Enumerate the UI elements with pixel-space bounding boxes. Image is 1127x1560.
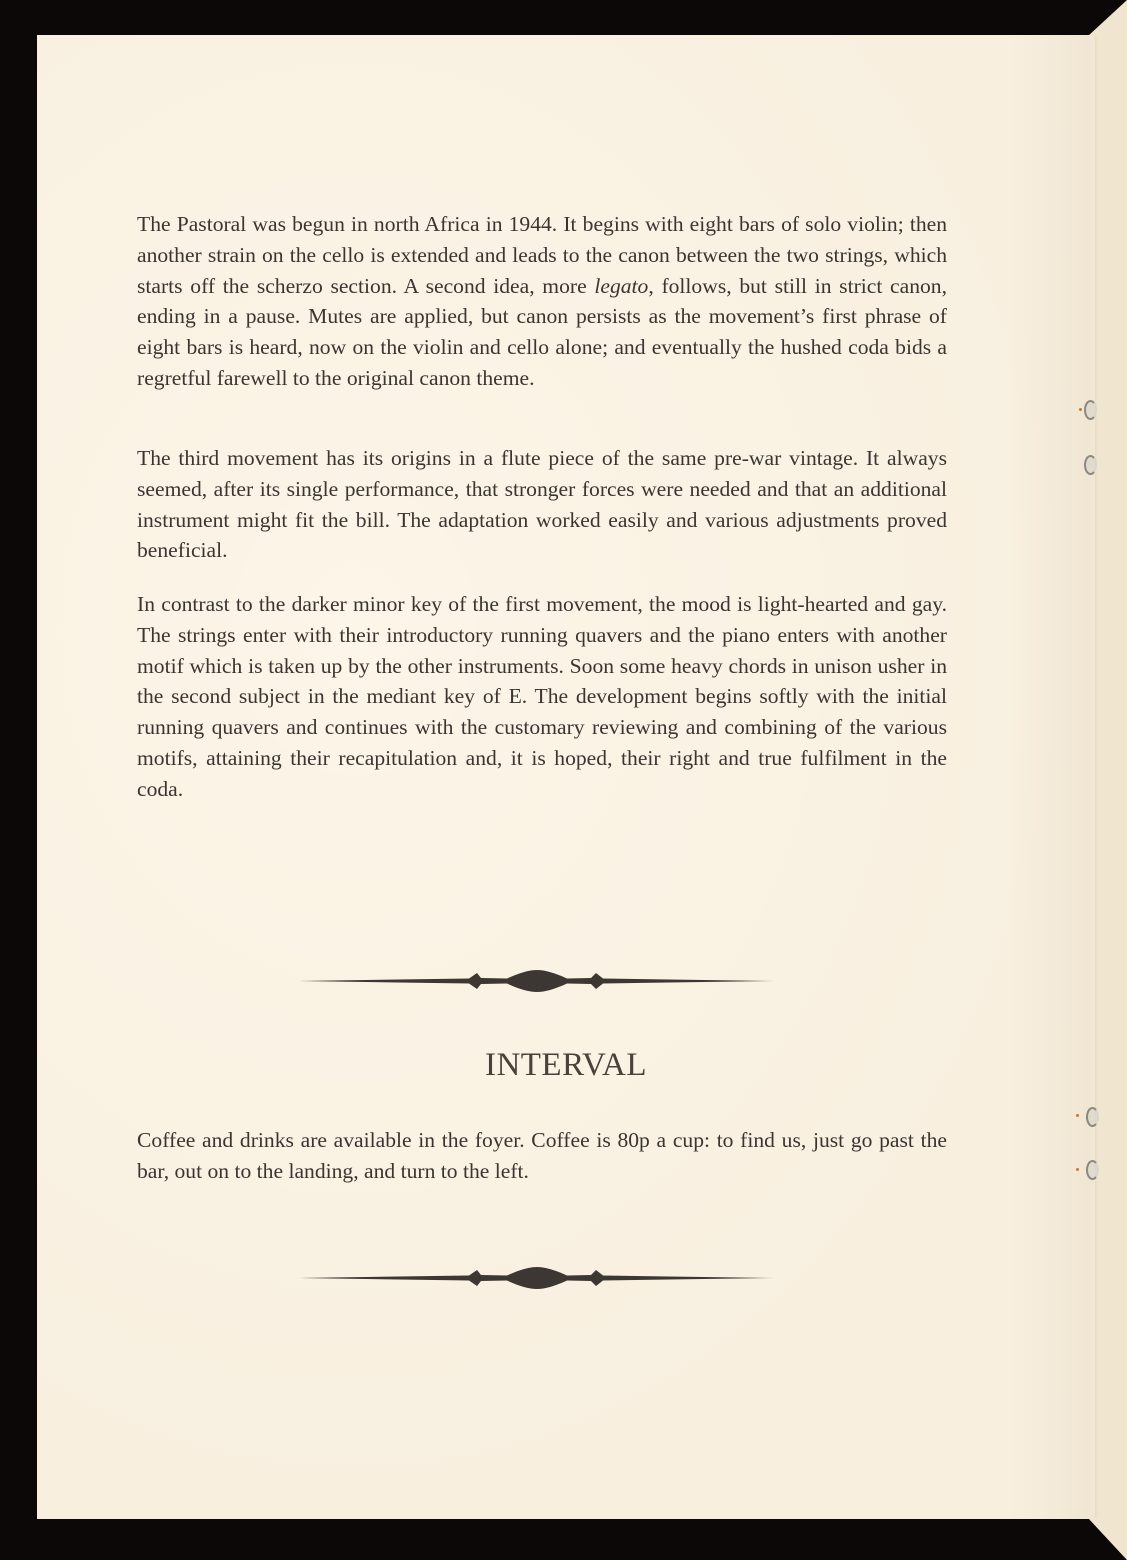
paragraph-pastoral-text bbox=[137, 209, 947, 394]
binding-ring-icon bbox=[1084, 455, 1097, 475]
flourish-divider-icon bbox=[299, 961, 774, 1001]
flourish-shape bbox=[299, 970, 774, 992]
paragraph-third-movement bbox=[137, 443, 947, 566]
paragraph-interval bbox=[137, 1125, 947, 1187]
italic-legato: legato bbox=[594, 273, 649, 298]
paragraph-third-movement-text: The third movement has its origins in a flute piece of the same pre-war vintage. It always seemed, after its single performance, that stronger forces were needed and that an additional instrument might fit the bill. The adaptation worked easily and various adjustments proved beneficial. bbox=[137, 446, 947, 563]
paragraph-interval-text: Coffee and drinks are available in the foyer. Coffee is 80p a cup: to find us, just go past the bar, out on to the landing, and turn to the left. bbox=[137, 1128, 947, 1183]
paragraph-pastoral-part-2: , follows, but still in strict canon, ending in a pause. Mutes are applied, but canon persists as the movement’s first phrase of eight bars is heard, now on the violin and cello alone; and eventually the hushed coda bids a regretful farewell to the original canon theme. bbox=[137, 273, 947, 390]
rust-mark bbox=[1076, 1114, 1079, 1117]
rust-mark bbox=[1079, 408, 1082, 411]
paragraph-pastoral-part-1: The Pastoral was begun in north Africa in 1944. It begins with eight bars of solo violin; then another strain on the cello is extended and leads to the canon between the two strings, which starts off the scherzo section. A second idea, more bbox=[137, 212, 947, 298]
flourish-shape bbox=[299, 1267, 774, 1289]
rust-mark bbox=[1076, 1168, 1079, 1171]
binding-ring-icon bbox=[1086, 1160, 1099, 1180]
paragraph-pastoral bbox=[137, 209, 947, 394]
paragraph-contrast-text: In contrast to the darker minor key of the first movement, the mood is light-hearted and gay. The strings enter with their introductory running quavers and the piano enters with another motif which is taken up by the other instruments. Soon some heavy chords in unison usher in the second subject in the mediant key of E. The development begins softly with the initial running quavers and continues with the customary reviewing and combining of the various motifs, attaining their recapitulation and, it is hoped, their right and true fulfilment in the coda. bbox=[137, 592, 947, 801]
flourish-divider-icon bbox=[299, 1258, 774, 1298]
flourish-divider-graphic bbox=[299, 1258, 774, 1298]
interval-heading: INTERVAL bbox=[484, 1047, 648, 1083]
flourish-divider-graphic bbox=[299, 961, 774, 1001]
binding-ring-icon bbox=[1086, 1107, 1099, 1127]
paragraph-contrast bbox=[137, 589, 947, 805]
document-page bbox=[37, 35, 1095, 1519]
binding-ring-icon bbox=[1084, 400, 1097, 420]
